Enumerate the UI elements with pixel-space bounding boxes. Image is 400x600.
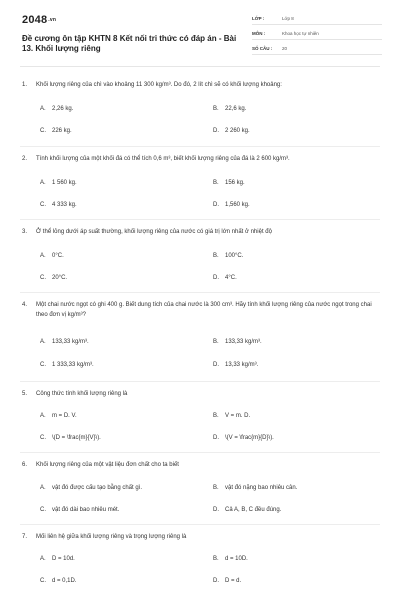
option-c[interactable] [40, 506, 119, 514]
option-text: V = m. D. [225, 413, 251, 419]
option-letter: B. [213, 253, 219, 259]
option-c[interactable] [40, 201, 77, 209]
option-c[interactable] [40, 274, 67, 282]
option-text: 0°C. [52, 253, 64, 259]
option-text: \(V = \frac{m}{D}\). [225, 435, 274, 441]
option-text: vật đó nặng bao nhiêu cân. [225, 485, 298, 491]
option-a[interactable] [40, 252, 64, 260]
option-letter: A. [40, 413, 46, 419]
option-letter: C. [40, 202, 46, 208]
question-divider [20, 292, 380, 293]
question-5 [22, 389, 382, 399]
question-number: 2. [22, 156, 28, 162]
option-b[interactable] [213, 555, 248, 563]
option-text: 20°C. [52, 275, 68, 281]
meta-grade-label: LỚP : [252, 15, 265, 21]
question-text: Ở thể lỏng dưới áp suất thường, khối lượng riêng của nước có giá trị lớn nhất ở nhiệt độ [36, 229, 272, 235]
question-text: Mối liên hệ giữa khối lượng riêng và trọng lượng riêng là [36, 534, 187, 540]
option-text: 226 kg. [52, 128, 72, 134]
option-letter: B. [213, 180, 219, 186]
header [0, 0, 400, 63]
question-4 [22, 300, 382, 320]
option-b[interactable] [213, 179, 245, 187]
option-text: 133,33 kg/m³. [225, 339, 262, 345]
question-number: 4. [22, 302, 28, 308]
question-text: Công thức tính khối lượng riêng là [36, 391, 128, 397]
option-b[interactable] [213, 252, 243, 260]
question-number: 3. [22, 229, 28, 235]
option-text: vật đó được cấu tạo bằng chất gì. [52, 485, 143, 491]
question-divider [20, 219, 380, 220]
option-text: vật đó dài bao nhiêu mét. [52, 507, 120, 513]
option-c[interactable] [40, 434, 101, 442]
option-a[interactable] [40, 484, 142, 492]
question-divider [20, 381, 380, 382]
option-a[interactable] [40, 412, 77, 420]
option-c[interactable] [40, 127, 72, 135]
option-d[interactable] [213, 506, 281, 514]
question-text: Khối lượng riêng của một vật liệu đơn chất cho ta biết [36, 462, 179, 468]
option-letter: C. [40, 507, 46, 513]
meta-grade-row [252, 12, 382, 25]
option-letter: A. [40, 106, 46, 112]
option-letter: C. [40, 578, 46, 584]
option-text: 22,6 kg. [225, 106, 247, 112]
option-letter: B. [213, 485, 219, 491]
question-divider [20, 524, 380, 525]
option-text: 2,26 kg. [52, 106, 74, 112]
option-text: 133,33 kg/m³. [52, 339, 89, 345]
option-c[interactable] [40, 361, 94, 369]
question-2 [22, 154, 382, 164]
header-divider [20, 66, 380, 67]
question-number: 1. [22, 82, 28, 88]
option-b[interactable] [213, 484, 297, 492]
question-number: 5. [22, 391, 28, 397]
option-d[interactable] [213, 201, 250, 209]
option-d[interactable] [213, 577, 241, 585]
option-d[interactable] [213, 434, 274, 442]
option-letter: C. [40, 128, 46, 134]
meta-count-value: 20 [282, 45, 288, 51]
option-text: 1 560 kg. [52, 180, 77, 186]
option-text: m = D. V. [52, 413, 77, 419]
option-letter: B. [213, 413, 219, 419]
meta-count-label: SỐ CÂU : [252, 45, 273, 51]
question-text: Một chai nước ngọt có ghi 400 g. Biết dung tích của chai nước là 300 cm³. Hãy tính khối lượng riêng của nước ngọt trong chai theo đơn vị kg/m³? [36, 302, 372, 318]
option-text: Cả A, B, C đều đúng. [225, 507, 282, 513]
option-letter: B. [213, 556, 219, 562]
option-text: D = 10d. [52, 556, 75, 562]
document-meta [252, 12, 382, 57]
option-letter: C. [40, 435, 46, 441]
meta-subject-value: Khoa học tự nhiên [282, 30, 319, 36]
option-text: \(D = \frac{m}{V}\). [52, 435, 101, 441]
option-d[interactable] [213, 361, 258, 369]
option-letter: D. [213, 362, 219, 368]
option-text: 1 333,33 kg/m³. [52, 362, 94, 368]
option-d[interactable] [213, 127, 250, 135]
option-text: d = 0,1D. [52, 578, 77, 584]
brand-logo[interactable] [22, 14, 56, 26]
option-text: D = d. [225, 578, 242, 584]
option-letter: A. [40, 253, 46, 259]
option-text: 4 333 kg. [52, 202, 77, 208]
option-letter: D. [213, 435, 219, 441]
question-divider [20, 452, 380, 453]
option-letter: A. [40, 180, 46, 186]
option-letter: C. [40, 275, 46, 281]
option-letter: B. [213, 339, 219, 345]
option-a[interactable] [40, 105, 73, 113]
question-divider [20, 146, 380, 147]
option-letter: D. [213, 578, 219, 584]
meta-subject-row [252, 27, 382, 40]
question-number: 6. [22, 462, 28, 468]
question-number: 7. [22, 534, 28, 540]
option-b[interactable] [213, 412, 250, 420]
option-a[interactable] [40, 338, 89, 346]
question-6 [22, 460, 382, 470]
option-a[interactable] [40, 179, 77, 187]
option-letter: D. [213, 275, 219, 281]
option-letter: D. [213, 128, 219, 134]
question-text: Tính khối lượng của một khối đá có thể tích 0,6 m³, biết khối lượng riêng của đá là 2 600 kg/m³. [36, 156, 290, 162]
option-a[interactable] [40, 555, 75, 563]
option-text: 2 260 kg. [225, 128, 250, 134]
option-text: 156 kg. [225, 180, 245, 186]
meta-grade-value: Lớp 8 [282, 15, 294, 21]
question-1 [22, 80, 382, 90]
question-text: Khối lượng riêng của chì vào khoảng 11 300 kg/m³. Do đó, 2 lít chì sẽ có khối lượng khoảng: [36, 82, 282, 88]
option-letter: A. [40, 556, 46, 562]
option-b[interactable] [213, 105, 246, 113]
brand-suffix: .vn [48, 17, 57, 24]
option-c[interactable] [40, 577, 77, 585]
option-text: 100°C. [225, 253, 244, 259]
option-letter: C. [40, 362, 46, 368]
option-letter: A. [40, 339, 46, 345]
question-3 [22, 227, 382, 237]
option-b[interactable] [213, 338, 262, 346]
meta-count-row [252, 42, 382, 55]
option-letter: A. [40, 485, 46, 491]
option-text: 13,33 kg/m³. [225, 362, 259, 368]
question-7 [22, 532, 382, 542]
brand-name: 2048 [22, 14, 48, 26]
option-letter: B. [213, 106, 219, 112]
document-title: Đề cương ôn tập KHTN 8 Kết nối tri thức có đáp án - Bài 13. Khối lượng riêng [22, 34, 237, 53]
meta-subject-label: MÔN : [252, 30, 266, 36]
option-text: 4°C. [225, 275, 237, 281]
option-text: 1,560 kg. [225, 202, 250, 208]
option-d[interactable] [213, 274, 237, 282]
option-letter: D. [213, 507, 219, 513]
option-text: d = 10D. [225, 556, 248, 562]
option-letter: D. [213, 202, 219, 208]
